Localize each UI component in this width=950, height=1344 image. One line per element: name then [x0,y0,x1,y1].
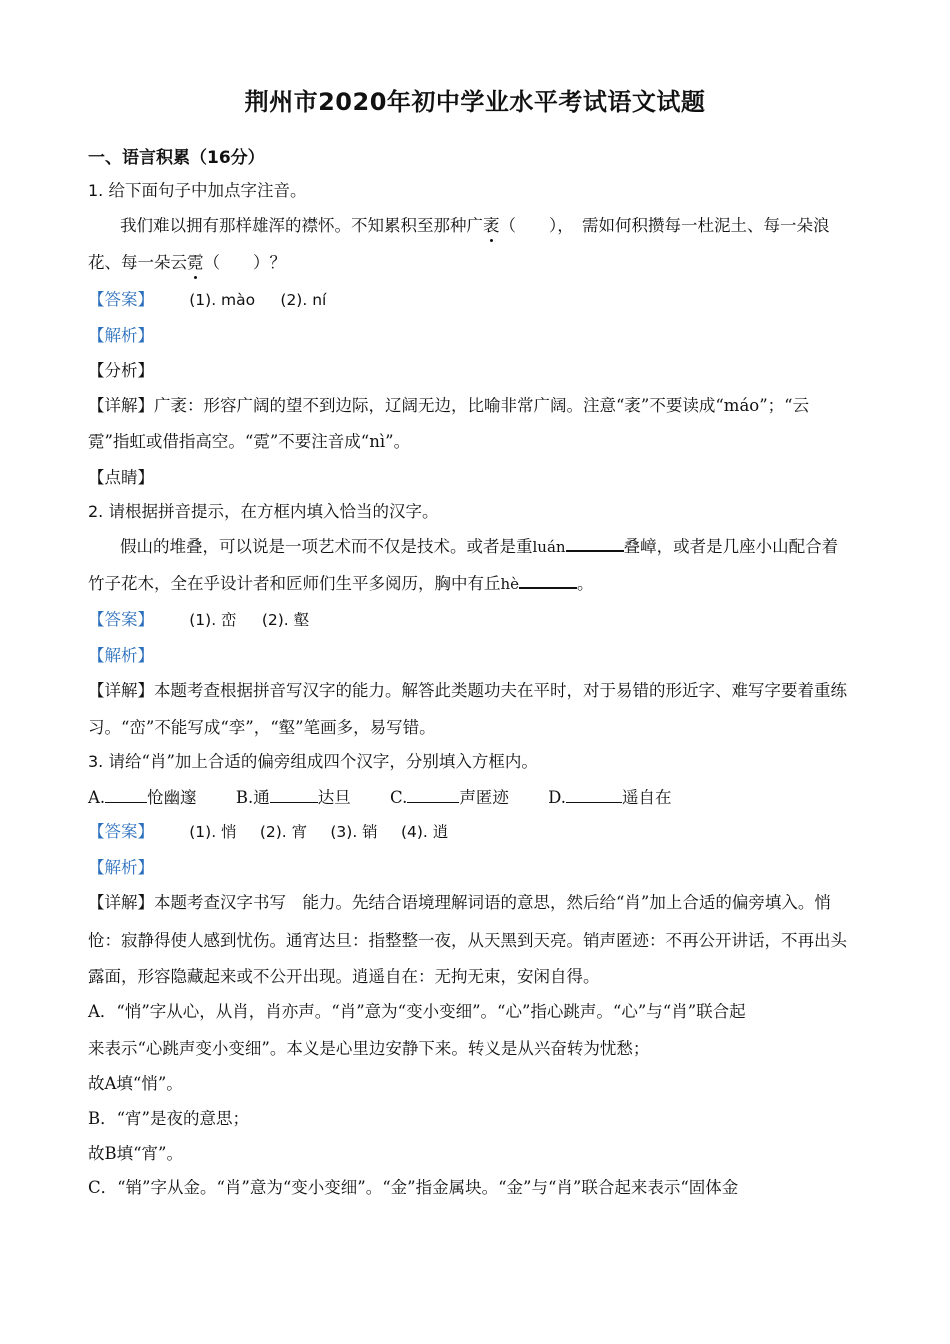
answer-value: (2). 壑 [261,611,310,629]
sentence-text: 假山的堆叠，可以说是一项艺术而不仅是技术。或者是重 [120,537,533,556]
sentence-text: 。 [577,574,594,593]
q3-detail-line3: 露面，形容隐藏起来或不公开出现。逍遥自在：无拘无束，安闲自得。 [88,967,600,986]
answer-value: (4). 逍 [400,823,449,841]
question-1 [88,177,307,201]
q3-analysis-label: 【解析】 [88,858,154,877]
q1-sentence-line2 [88,249,286,273]
q2-detail-line2: 习。“峦”不能写成“孪”，“壑”笔画多，易写错。 [88,718,436,737]
q3-detail-line2: 怆：寂静得使人感到忧伤。通宵达旦：指整整一夜，从天黑到天亮。销声匿迹：不再公开讲话，不再出头 [88,931,847,950]
question-3 [88,748,538,772]
q1-detail-line2: 霓”指虹或借指高空。“霓”不要注音成“nì”。 [88,432,411,451]
q3-a-line1: A．“悄”字从心，从肖，肖亦声。“肖”意为“变小变细”。“心”指心跳声。“心”与“肖”联合起 [88,1002,746,1021]
q1-answer [88,286,326,310]
answer-label: 【答案】 [88,290,154,309]
fill-blank [105,786,147,803]
answer-value: (2). ní [280,291,327,309]
option-c-text: 声匿迹 [459,788,509,807]
q2-sentence-line1 [120,533,838,557]
sentence-text: 竹子花木，全在乎设计者和匠师们生平多阅历，胸中有丘 [88,574,501,593]
q3-a-line3: 故A填“悄”。 [88,1074,183,1093]
q2-sentence-line2 [88,570,594,594]
q3-b-line1: B．“宵”是夜的意思； [88,1109,249,1128]
q1-sentence-line1 [120,212,830,236]
q2-analysis-label: 【解析】 [88,646,154,665]
dotted-char: 袤 [483,212,500,236]
answer-label: 【答案】 [88,610,154,629]
dotted-char: 霓 [187,249,204,273]
sentence-text: 我们难以拥有那样雄浑的襟怀。不知累积至那种广 [120,216,483,235]
option-b-text: 达旦 [317,788,351,807]
q1-analysis-label: 【解析】 [88,326,154,345]
sentence-text: 叠嶂，或者是几座小山配合着 [623,537,839,556]
answer-value: (3). 销 [330,823,378,841]
q1-dianjing-label: 【点睛】 [88,468,154,487]
question-prompt: 给下面句子中加点字注音。 [108,181,307,200]
fill-blank [519,571,577,589]
option-a-label: A. [88,788,106,807]
q1-detail-line1: 【详解】广袤：形容广阔的望不到边际，辽阔无边，比喻非常广阔。注意“袤”不要读成“máo”；“云 [88,396,810,415]
q2-answer [88,606,309,630]
sentence-text: 花、每一朵云 [88,253,187,272]
option-a-text: 怆幽邃 [147,788,197,807]
q3-options [88,784,671,808]
section-heading: 一、语言积累（16分） [88,148,265,168]
pinyin-hint: hè [500,575,520,593]
answer-value: (2). 宵 [259,823,308,841]
question-prompt: 请根据拼音提示，在方框内填入恰当的汉字。 [108,502,439,521]
answer-value: (1). mào [189,291,256,309]
question-prompt: 请给“肖”加上合适的偏旁组成四个汉字，分别填入方框内。 [108,752,538,771]
option-c-label: C. [390,788,408,807]
question-number: 1. [88,181,104,200]
q3-b-line2: 故B填“宵”。 [88,1144,183,1163]
sentence-text: （ ）， 需如何积攒每一杜泥土、每一朵浪 [499,216,830,235]
q3-c-line1: C．“销”字从金。“肖”意为“变小变细”。“金”指金属块。“金”与“肖”联合起来表示“固体金 [88,1178,739,1197]
sentence-text: （ ）？ [203,253,286,272]
pinyin-hint: luán [532,538,566,556]
question-2 [88,498,439,522]
page-title: 荆州市2020年初中学业水平考试语文试题 [244,88,706,116]
q3-a-line2: 来表示“心跳声变小变细”。本义是心里边安静下来。转义是从兴奋转为忧愁； [88,1039,650,1058]
option-b-label: B.通 [235,788,270,807]
q2-detail-line1: 【详解】本题考查根据拼音写汉字的能力。解答此类题功夫在平时，对于易错的形近字、难写字要着重练 [88,681,847,700]
fill-blank [270,786,318,803]
option-d-text: 遥自在 [621,788,672,807]
fill-blank [407,786,459,803]
q3-detail-line1: 【详解】本题考查汉字书写 能力。先结合语境理解词语的意思，然后给“肖”加上合适的偏旁填入。悄 [88,893,831,912]
question-number: 3. [88,752,104,771]
answer-value: (1). 峦 [189,611,237,629]
fill-blank [566,786,622,803]
q1-fenxi-label: 【分析】 [88,361,154,380]
q3-answer [88,818,448,842]
fill-blank [566,534,624,552]
answer-label: 【答案】 [88,822,154,841]
option-d-label: D. [548,788,566,807]
question-number: 2. [88,502,104,521]
answer-value: (1). 悄 [189,823,237,841]
